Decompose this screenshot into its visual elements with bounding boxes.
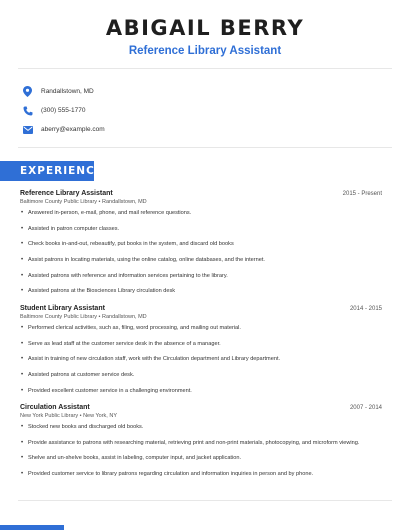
email-icon [22,124,33,135]
contact-email-text[interactable]: aberry@example.com [41,126,105,133]
duty-item: • Check books in-and-out, rebeautify, put books in the system, and discard old books [20,240,382,249]
location-pin-icon [22,86,33,97]
contact-divider [18,147,392,148]
duty-item: • Serve as lead staff at the customer service desk in the absence of a manager. [20,340,382,349]
job-dates: 2014 - 2015 [349,306,382,312]
job-organization: Baltimore County Public Library • Randallstown, MD [20,314,147,320]
contact-location-text: Randallstown, MD [41,88,94,95]
job-title: Circulation Assistant [20,404,90,411]
candidate-name: ABIGAIL BERRY [105,16,305,40]
contact-phone [22,101,105,120]
experience-section-heading: EXPERIENCE [0,161,94,181]
duty-item: • Provided customer service to library patrons regarding circulation and information inquiries in person and by phone. [20,470,382,479]
duty-item: • Stocked new books and discharged old books. [20,423,382,432]
duty-list [20,423,382,479]
job-title: Reference Library Assistant [20,190,113,197]
candidate-title: Reference Library Assistant [128,45,282,57]
job-dates: 2007 - 2014 [349,405,382,411]
job-dates: 2015 - Present [342,191,382,197]
duty-item: • Provide assistance to patrons with researching material, retrieving print and non-print materials, photocopying, and microform viewing. [20,439,382,448]
duty-list [20,209,382,296]
contact-email[interactable] [22,120,105,139]
duty-item: • Assisted in patron computer classes. [20,225,382,234]
job-organization: Baltimore County Public Library • Randallstown, MD [20,199,147,205]
duty-item: • Assisted patrons at the Biosciences Library circulation desk [20,287,382,296]
job-entry [20,404,382,479]
contact-list [22,82,105,139]
job-entry [20,305,382,395]
duty-item: • Performed clerical activities, such as, filing, word processing, and mailing out material. [20,324,382,333]
duty-item: • Shelve and un-shelve books, assist in labeling, computer input, and jacket application. [20,454,382,463]
job-title: Student Library Assistant [20,305,105,312]
job-organization: New York Public Library • New York, NY [20,413,117,419]
footer-divider [18,500,392,501]
header-divider [18,68,392,69]
duty-item: • Assisted patrons at customer service desk. [20,371,382,380]
contact-phone-text: (300) 555-1770 [41,107,86,114]
contact-location [22,82,105,101]
next-section-bar [0,525,64,530]
phone-icon [22,105,33,116]
duty-list [20,324,382,395]
duty-item: • Assisted patrons with reference and information services pertaining to the library. [20,272,382,281]
duty-item: • Assist in training of new circulation staff, work with the Circulation department and Library department. [20,355,382,364]
duty-item: • Answered in-person, e-mail, phone, and mail reference questions. [20,209,382,218]
duty-item: • Assist patrons in locating materials, using the online catalog, online databases, and the internet. [20,256,382,265]
duty-item: • Provided excellent customer service in a challenging environment. [20,387,382,396]
job-entry [20,190,382,296]
resume-header [0,0,410,57]
